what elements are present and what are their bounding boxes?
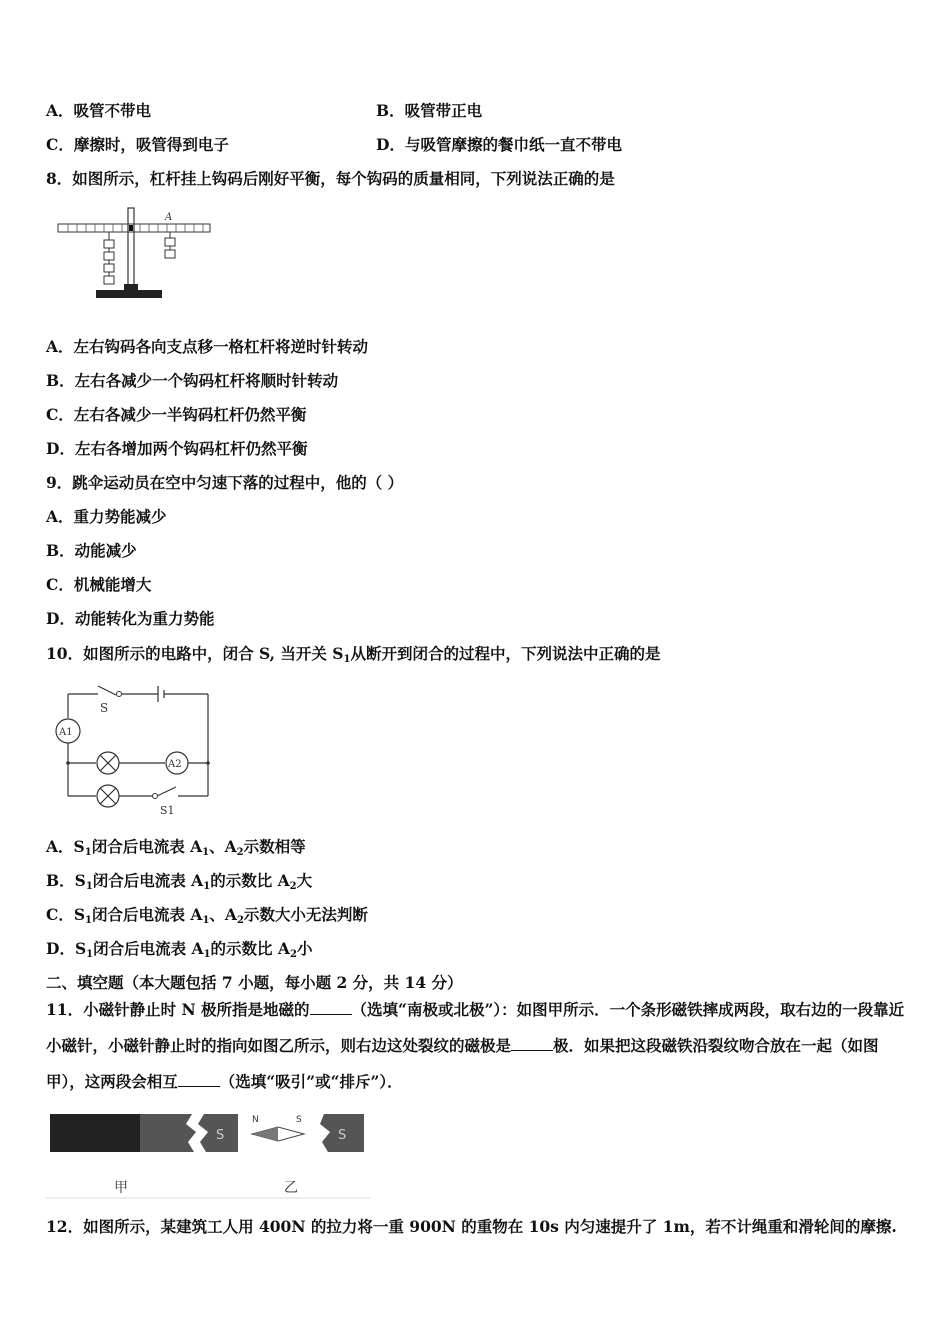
ammeter-a2-label: A2: [168, 759, 182, 770]
magnet-s-label-1: S: [216, 1128, 225, 1143]
left-weight: [104, 264, 114, 272]
right-weight: [165, 238, 175, 246]
figure-jia-label: 甲: [114, 1180, 128, 1196]
point-a-label: A: [165, 212, 173, 223]
switch-s-label: S: [100, 701, 109, 715]
right-weight: [165, 250, 175, 258]
answer-blank-2: [511, 1036, 553, 1051]
lever-base: [96, 290, 162, 298]
q9-stem: 9．跳伞运动员在空中匀速下落的过程中，他的（ ）: [46, 473, 404, 492]
q7-option-a: A．吸管不带电: [46, 101, 152, 120]
magnet-figure: [46, 1108, 370, 1200]
q10-stem: 10．如图所示的电路中，闭合 S, 当开关 $S_1$从断开到闭合的过程中，下列说法中正确的是: [46, 644, 661, 665]
left-weight: [104, 276, 114, 284]
needle-n-label: N: [252, 1115, 259, 1125]
q9-option-a: A．重力势能减少: [46, 507, 167, 526]
fulcrum-pin: [129, 225, 133, 231]
magnet-left-dark: [50, 1114, 142, 1152]
magnet-s-label-2: S: [338, 1128, 347, 1143]
switch-s1-blade: [157, 787, 176, 796]
q10-option-d: D．$S_1$闭合后电流表 $A_1$的示数比 $A_2$小: [46, 939, 313, 960]
q9-option-b: B．动能减少: [46, 541, 137, 560]
switch-s-blade: [98, 686, 116, 695]
left-weight: [104, 252, 114, 260]
ammeter-a1-label: A1: [59, 727, 73, 738]
left-weight: [104, 240, 114, 248]
lever-post: [128, 208, 134, 290]
answer-blank-1: [310, 1000, 352, 1015]
q7-option-b: B．吸管带正电: [376, 101, 483, 120]
q8-stem: 8．如图所示，杠杆挂上钩码后刚好平衡，每个钩码的质量相同，下列说法正确的是: [46, 169, 615, 188]
q8-option-b: B．左右各减少一个钩码杠杆将顺时针转动: [46, 371, 339, 390]
q7-option-c: C．摩擦时，吸管得到电子: [46, 135, 229, 154]
q10-option-c: C．$S_1$闭合后电流表 $A_1$、$A_2$示数大小无法判断: [46, 905, 368, 926]
answer-blank-3: [178, 1072, 220, 1087]
lever-figure: [50, 200, 220, 305]
section-2-heading: 二、填空题（本大题包括 7 小题，每小题 2 分，共 14 分）: [46, 973, 463, 992]
switch-s1-label: S1: [160, 804, 175, 817]
magnet-left-gray: [140, 1114, 196, 1152]
q7-option-d: D．与吸管摩擦的餐巾纸一直不带电: [376, 135, 622, 154]
q8-option-d: D．左右各增加两个钩码杠杆仍然平衡: [46, 439, 308, 458]
needle-s-label: S: [296, 1115, 302, 1125]
circuit-figure: [50, 676, 220, 821]
q12-stem: 12．如图所示，某建筑工人用 400N 的拉力将一重 900N 的重物在 10s 内匀速提升了 1m，若不计绳重和滑轮间的摩擦.: [46, 1217, 897, 1236]
figure-yi-label: 乙: [284, 1180, 298, 1196]
q10-option-b: B．$S_1$闭合后电流表 $A_1$的示数比 $A_2$大: [46, 871, 313, 892]
q11-stem: 11．小磁针静止时 N 极所指是地磁的 （选填“南极或北极”）：如图甲所示．一个条形磁铁摔成两段，取右边的一段靠近小磁针，小磁针静止时的指向如图乙所示，则右边这处裂纹的磁极是 极．如果把这段磁铁沿裂纹吻合放在一起（如图甲），这两段会相互 （选填“吸引”或“排斥”）．: [46, 1000, 905, 1091]
q10-option-a: A．$S_1$闭合后电流表 $A_1$、$A_2$示数相等: [46, 837, 306, 858]
q9-option-d: D．动能转化为重力势能: [46, 609, 215, 628]
q8-option-a: A．左右钩码各向支点移一格杠杆将逆时针转动: [46, 337, 369, 356]
q9-option-c: C．机械能增大: [46, 575, 152, 594]
q8-option-c: C．左右各减少一半钩码杠杆仍然平衡: [46, 405, 307, 424]
